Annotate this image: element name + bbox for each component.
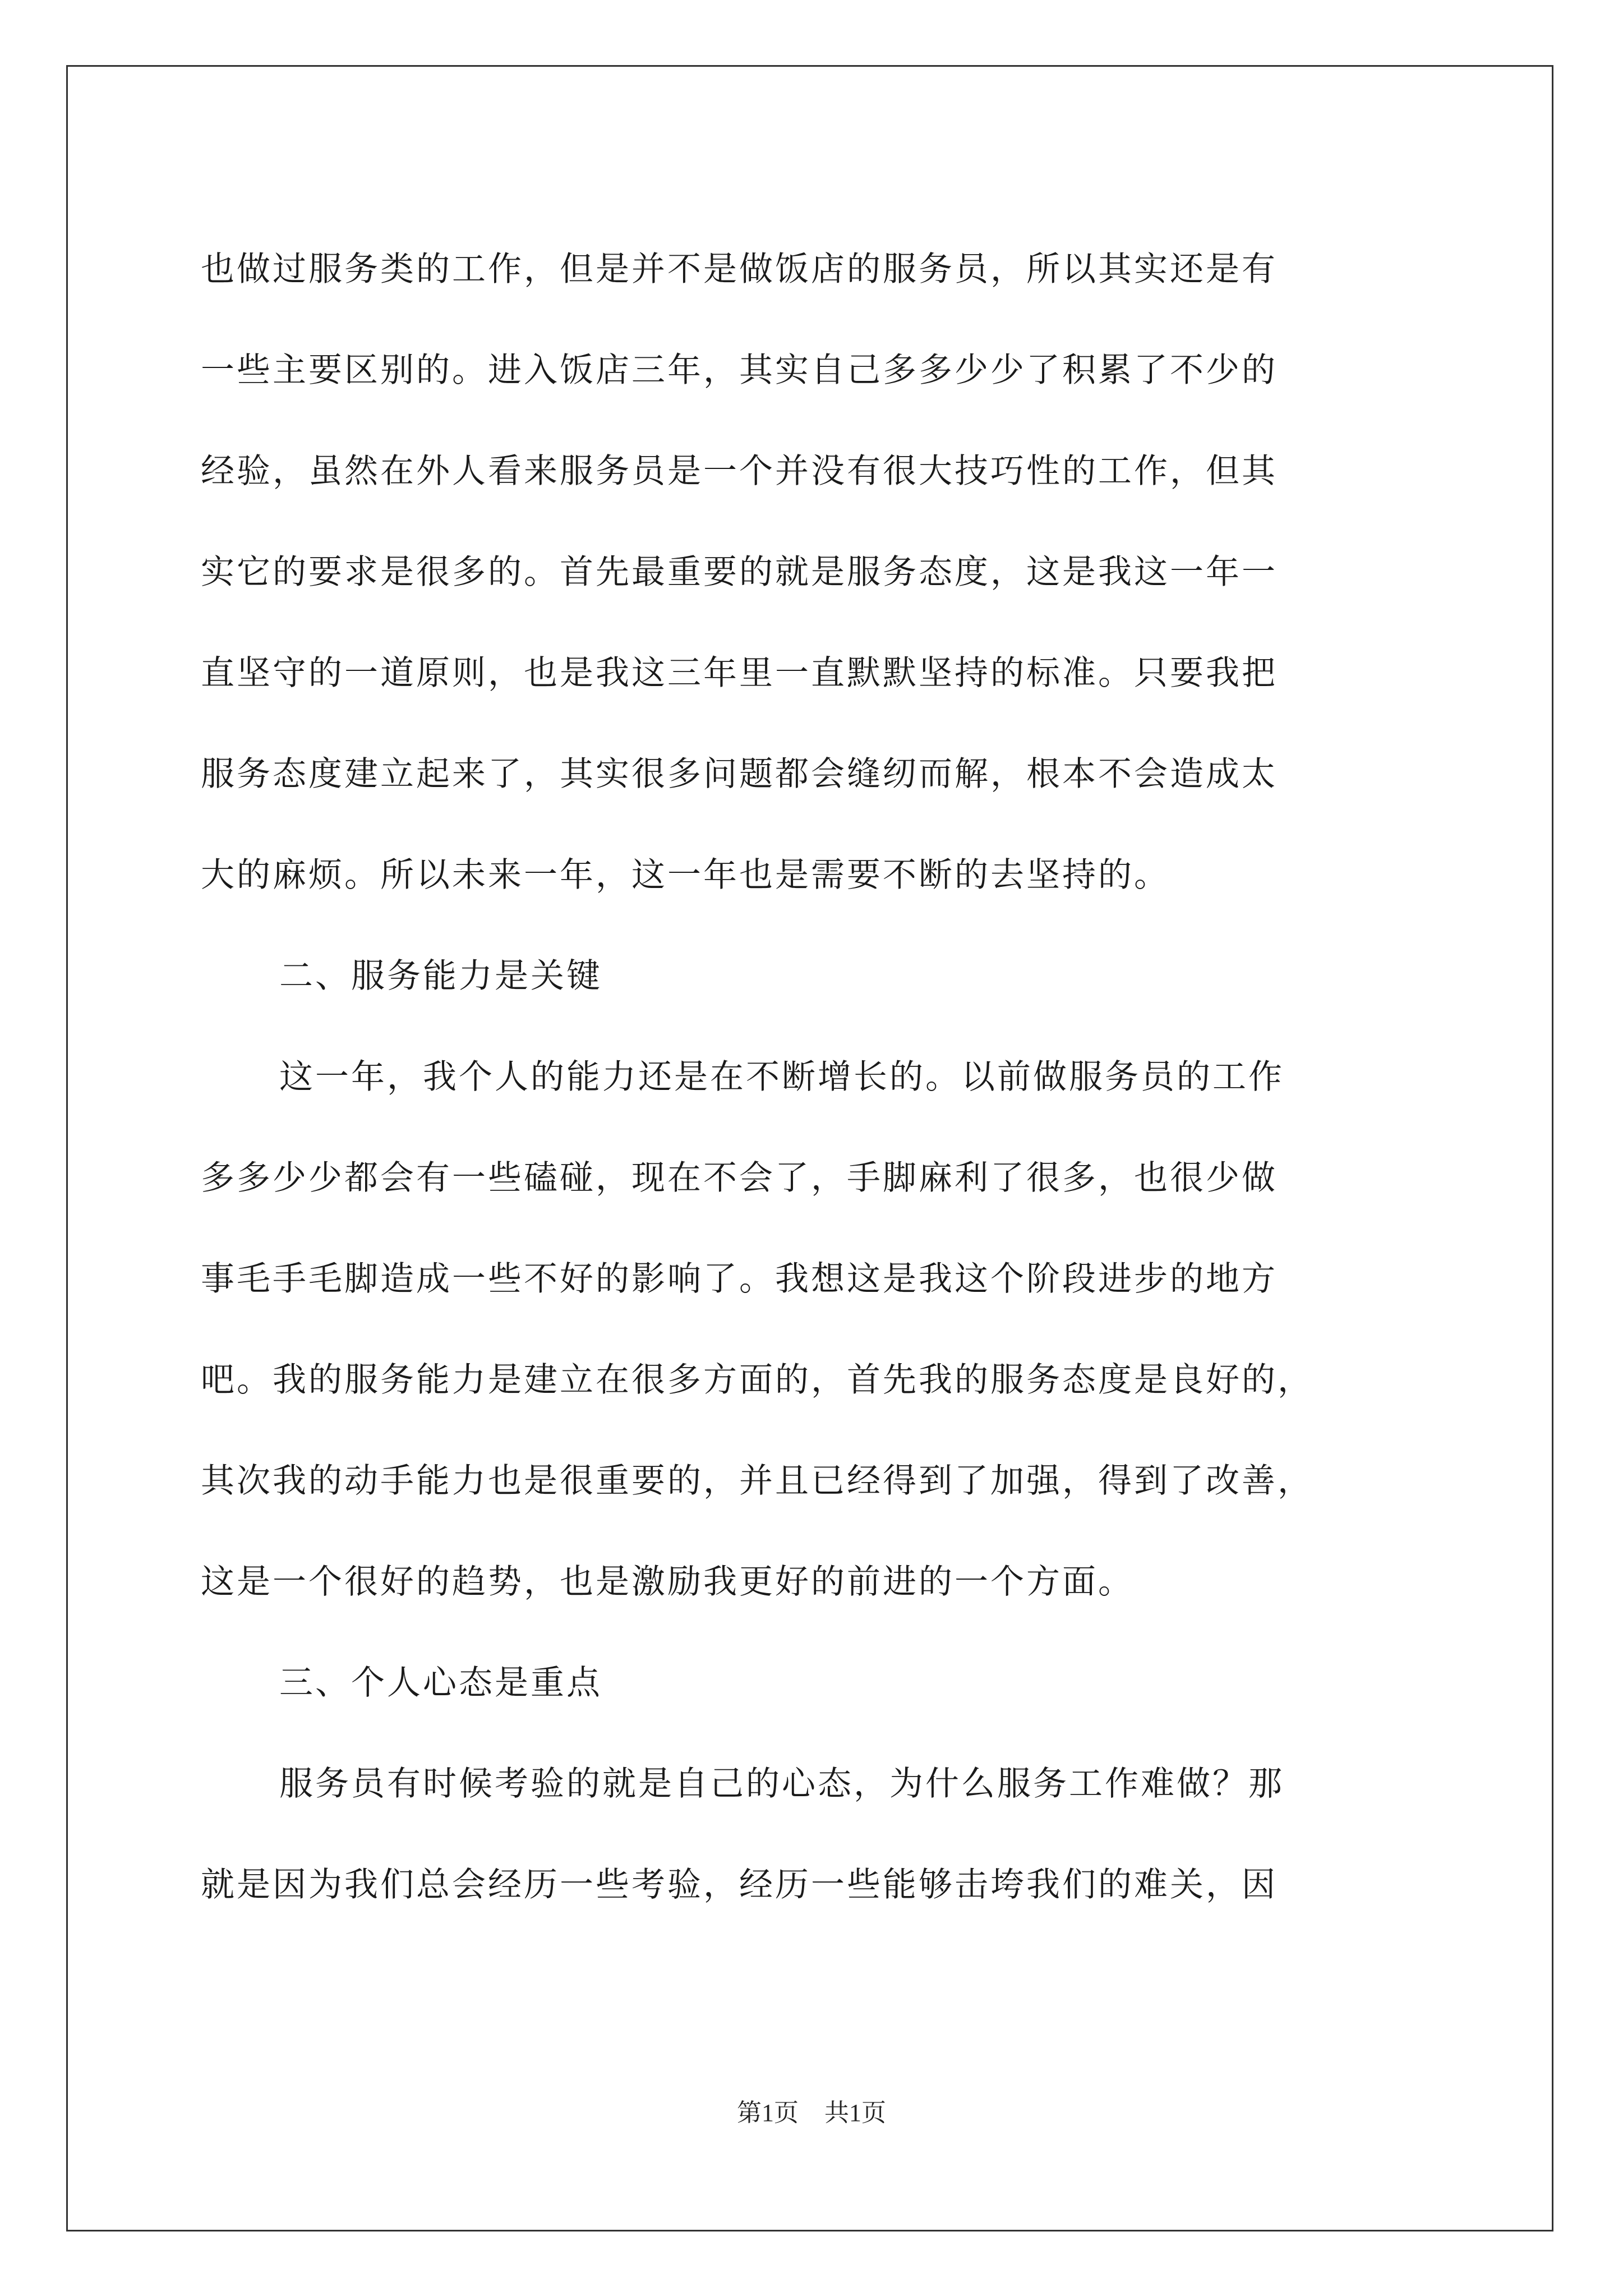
text-line: 也做过服务类的工作，但是并不是做饭店的服务员，所以其实还是有 [201,250,1278,289]
text-line: 多多少少都会有一些磕碰，现在不会了，手脚麻利了很多，也很少做 [201,1158,1278,1198]
text-line: 一些主要区别的。进入饭店三年，其实自己多多少少了积累了不少的 [201,351,1278,390]
section-heading: 二、服务能力是关键 [279,956,602,996]
text-line: 服务员有时候考验的就是自己的心态，为什么服务工作难做？那 [279,1764,1284,1803]
text-line: 实它的要求是很多的。首先最重要的就是服务态度，这是我这一年一 [201,553,1278,592]
page-total: 共1页 [824,2099,886,2127]
page-number: 第1页 [737,2099,799,2127]
section-heading: 三、个人心态是重点 [279,1663,602,1703]
text-line: 就是因为我们总会经历一些考验，经历一些能够击垮我们的难关，因 [201,1865,1278,1904]
text-line: 其次我的动手能力也是很重要的，并且已经得到了加强，得到了改善， [201,1461,1313,1501]
page-footer [0,2092,1623,2128]
text-line: 直坚守的一道原则，也是我这三年里一直默默坚持的标准。只要我把 [201,654,1278,693]
text-line: 吧。我的服务能力是建立在很多方面的，首先我的服务态度是良好的， [201,1360,1313,1400]
text-line: 这是一个很好的趋势，也是激励我更好的前进的一个方面。 [201,1562,1134,1602]
text-line: 事毛手毛脚造成一些不好的影响了。我想这是我这个阶段进步的地方 [201,1259,1278,1299]
document-body [201,219,1435,1935]
text-line: 这一年，我个人的能力还是在不断增长的。以前做服务员的工作 [279,1057,1284,1097]
text-line: 大的麻烦。所以未来一年，这一年也是需要不断的去坚持的。 [201,855,1170,895]
text-line: 经验，虽然在外人看来服务员是一个并没有很大技巧性的工作，但其 [201,452,1278,491]
text-line: 服务态度建立起来了，其实很多问题都会缝纫而解，根本不会造成太 [201,754,1278,794]
